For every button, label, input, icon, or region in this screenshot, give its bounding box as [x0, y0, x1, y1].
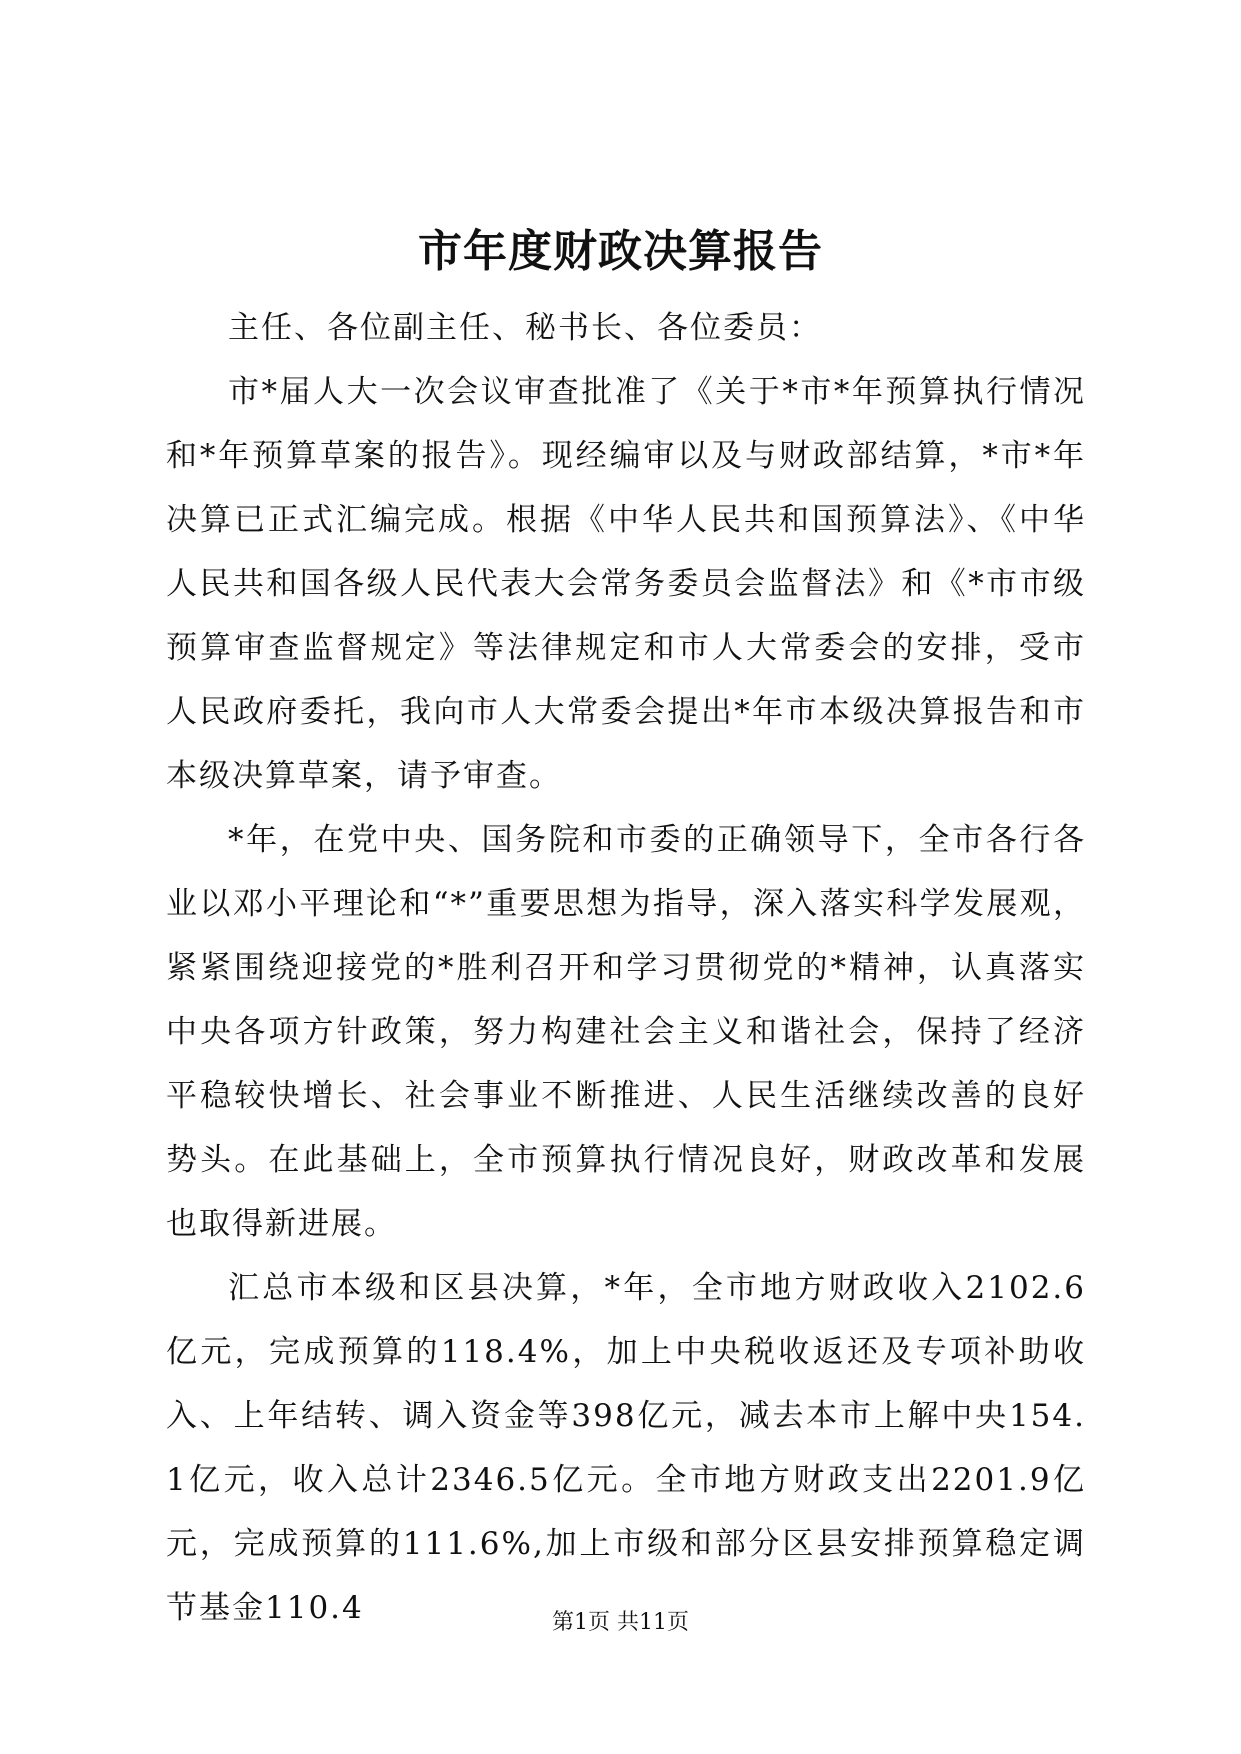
intro-paragraph: 市*届人大一次会议审查批准了《关于*市*年预算执行情况和*年预算草案的报告》。现经编审以及与财政部结算，*市*年决算已正式汇编完成。根据《中华人民共和国预算法》、《中华人民共和国各级人民代表大会常务委员会监督法》和《*市市级预算审查监督规定》等法律规定和市人大常委会的安排，受市人民政府委托，我向市人大常委会提出*年市本级决算报告和市本级决算草案，请予审查。 — [166, 374, 1086, 794]
summary-paragraph: 汇总市本级和区县决算，*年，全市地方财政收入2102.6亿元，完成预算的118.4%，加上中央税收返还及专项补助收入、上年结转、调入资金等398亿元，减去本市上解中央154.1亿元，收入总计2346.5亿元。全市地方财政支出2201.9亿元，完成预算的111.6%,加上市级和部分区县安排预算稳定调节基金110.4 — [166, 1270, 1086, 1626]
context-paragraph: *年，在党中央、国务院和市委的正确领导下，全市各行各业以邓小平理论和“*”重要思想为指导，深入落实科学发展观，紧紧围绕迎接党的*胜利召开和学习贯彻党的*精神，认真落实中央各项方针政策，努力构建社会主义和谐社会，保持了经济平稳较快增长、社会事业不断推进、人民生活继续改善的良好势头。在此基础上，全市预算执行情况良好，财政改革和发展也取得新进展。 — [166, 822, 1086, 1242]
document-title: 市年度财政决算报告 — [418, 226, 823, 277]
salutation-paragraph: 主任、各位副主任、秘书长、各位委员： — [228, 310, 822, 346]
document-body — [166, 296, 1086, 1640]
page-footer: 第1页 共11页 — [552, 1610, 689, 1635]
